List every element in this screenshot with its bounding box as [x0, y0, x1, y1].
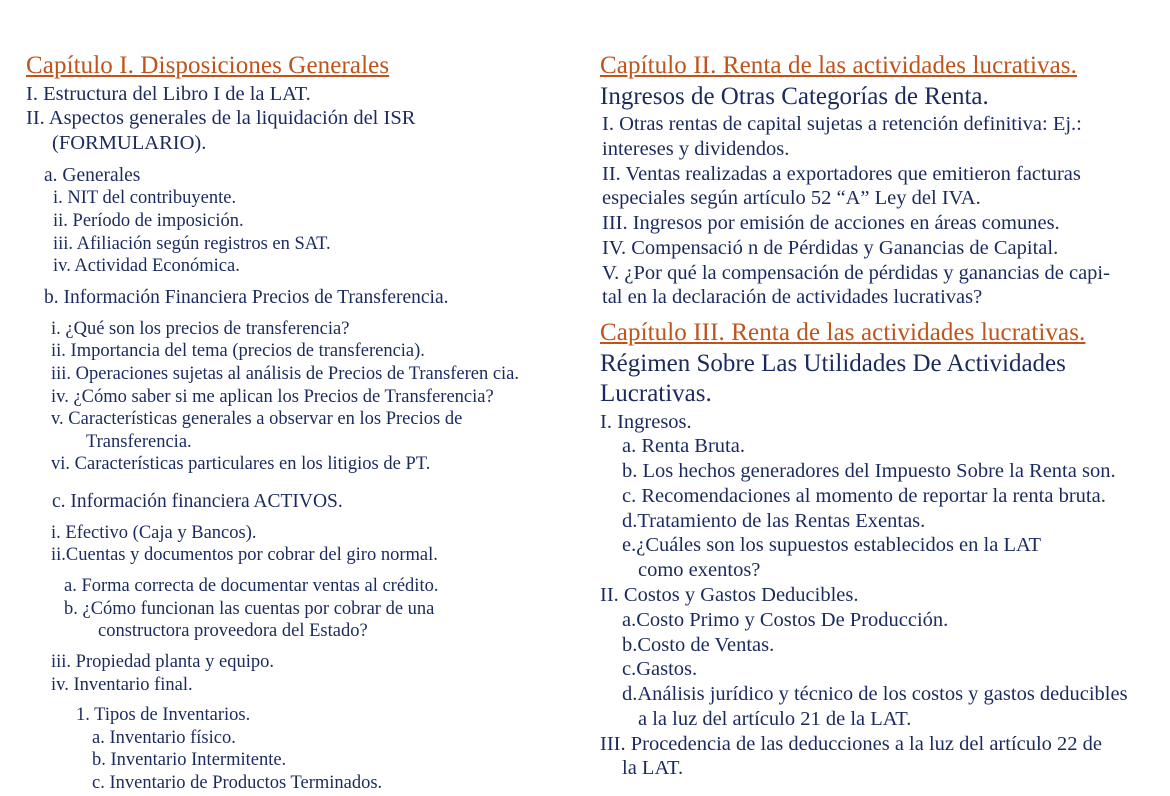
list-item: V. ¿Por qué la compensación de pérdidas y ganancias de capi- [602, 261, 1110, 284]
list-item: i. ¿Qué son los precios de transferencia? [51, 318, 350, 339]
chapter-3-heading-line3: Lucrativas. [600, 380, 712, 408]
list-item: IV. Compensació n de Pérdidas y Ganancias de Capital. [602, 236, 1059, 259]
list-item: II. Ventas realizadas a exportadores que emitieron facturas [602, 162, 1081, 185]
list-item: II. Aspectos generales de la liquidación del ISR [26, 107, 416, 130]
list-item: III. Procedencia de las deducciones a la luz del artículo 22 de [600, 732, 1103, 755]
list-item: constructora proveedora del Estado? [98, 621, 368, 642]
chapter-3-heading-line1: Capítulo III. Renta de las actividades lucrativas. [600, 319, 1086, 347]
list-item: iii. Operaciones sujetas al análisis de Precios de Transferen cia. [51, 363, 520, 384]
list-item: I. Otras rentas de capital sujetas a retención definitiva: Ej.: [602, 113, 1082, 135]
chapter-3-heading-line2: Régimen Sobre Las Utilidades De Actividades [600, 349, 1066, 377]
list-item: i. NIT del contribuyente. [53, 188, 237, 209]
list-item: III. Ingresos por emisión de acciones en áreas comunes. [602, 212, 1060, 235]
list-item: (FORMULARIO). [52, 132, 207, 155]
list-item: ii. Período de imposición. [53, 211, 244, 232]
list-item: la LAT. [622, 757, 684, 780]
list-item: intereses y dividendos. [602, 137, 790, 160]
list-item: a. Generales [44, 164, 141, 186]
list-item: tal en la declaración de actividades lucrativas? [602, 286, 983, 309]
list-item: b. Los hechos generadores del Impuesto Sobre la Renta son. [622, 460, 1116, 483]
list-item: b. Inventario Intermitente. [92, 750, 287, 771]
list-item: v. Características generales a observar en los Precios de [51, 409, 463, 430]
list-item: a. Inventario físico. [92, 727, 236, 748]
chapter-2-heading-line1: Capítulo II. Renta de las actividades lucrativas. [600, 52, 1077, 79]
list-item: a.Costo Primo y Costos De Producción. [622, 608, 949, 631]
list-item: iv. Inventario final. [51, 674, 193, 695]
list-item: b. ¿Cómo funcionan las cuentas por cobrar de una [64, 598, 435, 619]
list-item: como exentos? [638, 559, 761, 582]
list-item: iii. Afiliación según registros en SAT. [53, 233, 331, 254]
right-column [600, 52, 1156, 782]
list-item: iv. Actividad Económica. [53, 256, 240, 277]
left-column [26, 52, 578, 796]
list-item: I. Ingresos. [600, 410, 692, 433]
list-item: Transferencia. [86, 431, 192, 452]
list-item: a. Forma correcta de documentar ventas al crédito. [64, 575, 439, 596]
list-item: c.Gastos. [622, 658, 698, 681]
list-item: e.¿Cuáles son los supuestos establecidos en la LAT [622, 534, 1042, 557]
list-item: vi. Características particulares en los litigios de PT. [51, 454, 431, 475]
list-item: especiales según artículo 52 “A” Ley del IVA. [602, 187, 981, 210]
list-item: a la luz del artículo 21 de la LAT. [638, 707, 912, 730]
list-item: iii. Propiedad planta y equipo. [51, 651, 274, 672]
list-item: I. Estructura del Libro I de la LAT. [26, 82, 311, 105]
list-item: ii.Cuentas y documentos por cobrar del giro normal. [51, 545, 438, 566]
list-item: i. Efectivo (Caja y Bancos). [51, 522, 257, 543]
list-item: II. Costos y Gastos Deducibles. [600, 583, 859, 606]
list-item: c. Inventario de Productos Terminados. [92, 773, 383, 794]
list-item: b. Información Financiera Precios de Transferencia. [44, 286, 449, 308]
list-item: d.Tratamiento de las Rentas Exentas. [622, 509, 926, 532]
list-item: c. Información financiera ACTIVOS. [52, 491, 343, 513]
chapter-1-heading: Capítulo I. Disposiciones Generales [26, 52, 390, 79]
list-item: b.Costo de Ventas. [622, 633, 775, 656]
list-item: 1. Tipos de Inventarios. [76, 705, 251, 726]
list-item: c. Recomendaciones al momento de reportar la renta bruta. [622, 484, 1106, 507]
list-item: a. Renta Bruta. [622, 435, 745, 458]
chapter-2-heading-line2: Ingresos de Otras Categorías de Renta. [600, 82, 989, 110]
list-item: d.Análisis jurídico y técnico de los costos y gastos deducibles [622, 683, 1128, 706]
list-item: ii. Importancia del tema (precios de transferencia). [51, 341, 425, 362]
list-item: iv. ¿Cómo saber si me aplican los Precios de Transferencia? [51, 386, 494, 407]
